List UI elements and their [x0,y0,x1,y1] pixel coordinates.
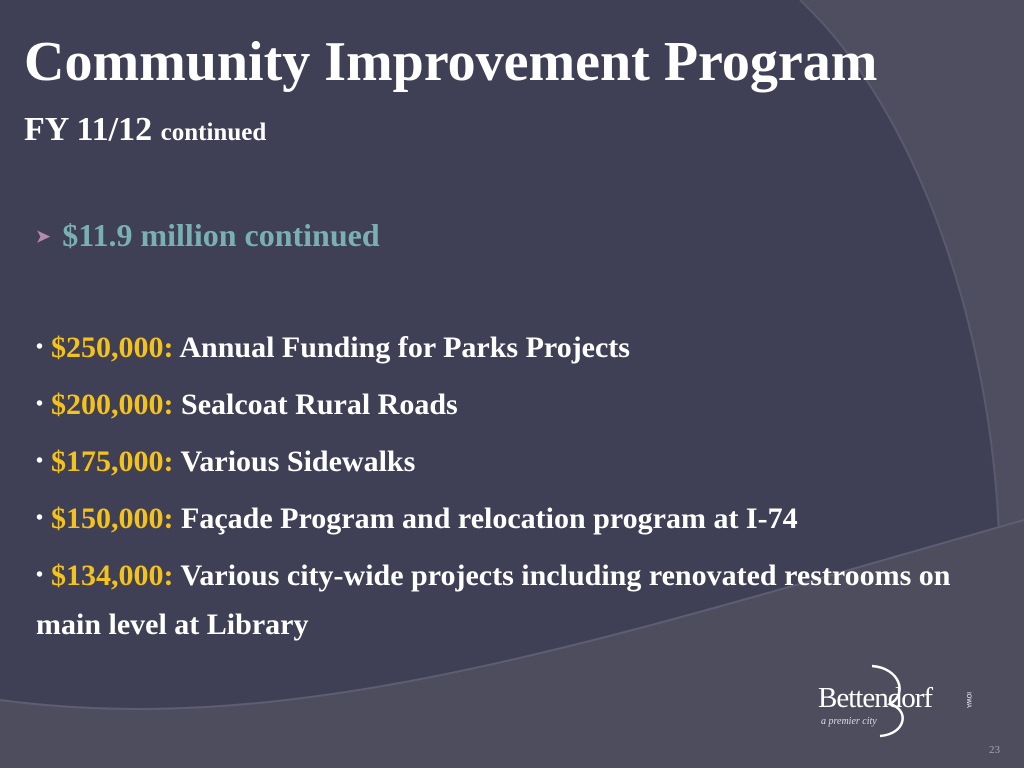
item-amount: $200,000: [51,388,174,421]
lead-text: $11.9 million continued [62,217,380,253]
bettendorf-logo [812,664,972,738]
list-item [36,439,996,488]
logo-brand-text: Bettendorf [818,682,933,714]
item-description: Various Sidewalks [180,445,416,478]
item-description: Façade Program and relocation program at I-74 [181,502,798,535]
slide-title: Community Improvement Program [24,31,878,93]
item-description: Annual Funding for Parks Projects [179,331,630,364]
item-amount: $150,000: [51,502,174,535]
lead-bullet [36,214,380,262]
subtitle-suffix: continued [160,119,267,146]
logo-state-mark [960,690,970,716]
page-number: 23 [989,744,1000,756]
item-amount: $134,000: [51,559,174,592]
slide-subtitle [24,108,266,155]
bullet-dot-icon: • [36,507,44,529]
list-item [36,553,996,647]
item-amount: $250,000: [51,331,174,364]
item-description: Sealcoat Rural Roads [181,388,458,421]
item-amount: $175,000: [51,445,174,478]
list-item [36,382,996,431]
list-item [36,496,996,545]
arrow-bullet-icon: ➤ [36,227,51,246]
list-item [36,325,996,374]
item-description: Various city-wide projects including renovated restrooms on main level at Library [36,559,951,641]
bullet-dot-icon: • [36,564,44,586]
funding-list [36,325,996,655]
bullet-dot-icon: • [36,450,44,472]
subtitle-fiscal-year: FY 11/12 [24,111,153,148]
bullet-dot-icon: • [36,336,44,358]
logo-tagline: a premier city [821,716,877,727]
bullet-dot-icon: • [36,393,44,415]
svg-text:IOWA: IOWA [965,692,971,708]
